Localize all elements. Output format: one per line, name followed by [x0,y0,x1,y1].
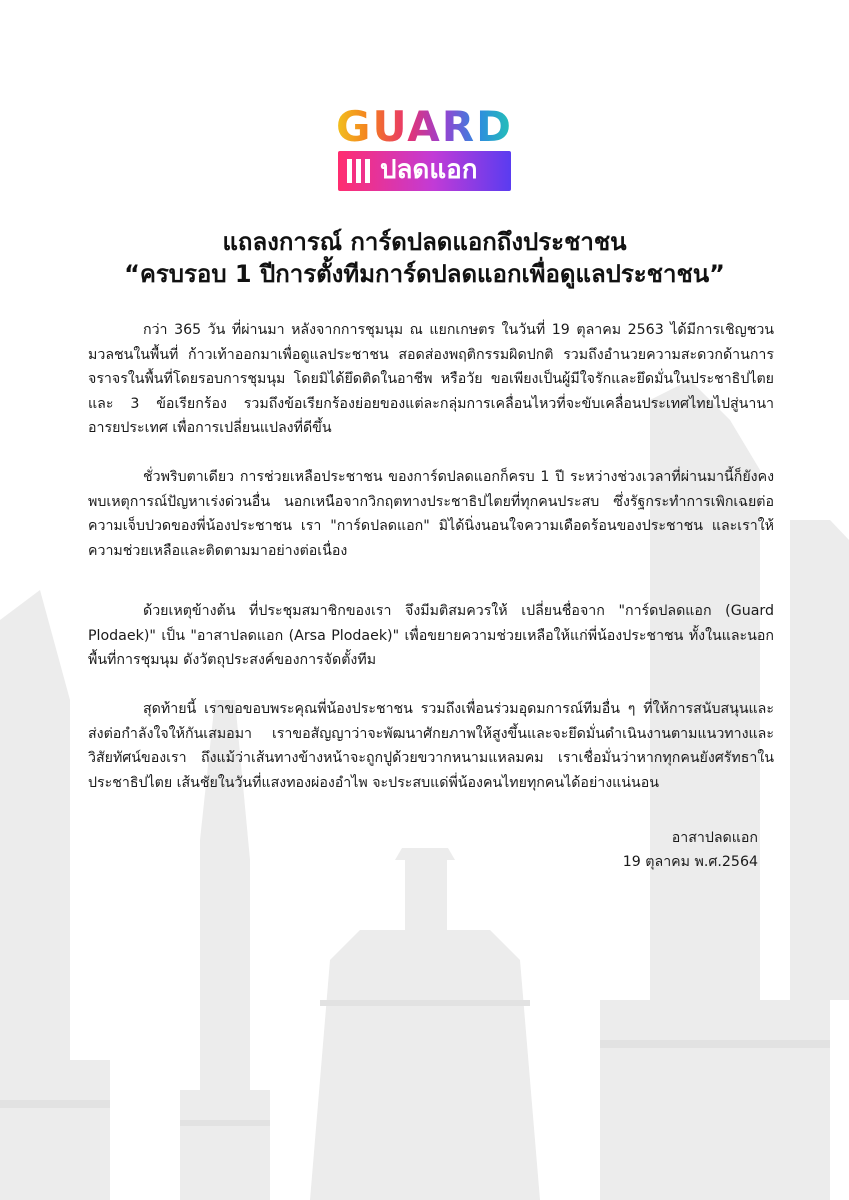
logo-bars-icon [347,159,374,183]
paragraph-text: กว่า 365 วัน ที่ผ่านมา หลังจากการชุมนุม ณ แยกเกษตร ในวันที่ 19 ตุลาคม 2563 ได้มีการเชิญชวนมวลชนในพื้นที่ ก้าวเท้าออกมาเพื่อดูแลประชาชน สอดส่องพฤติกรรมผิดปกติ รวมถึงอำนวยความสะดวกด้านการจราจรในพื้นที่โดยรอบการชุมนุม โดยมิได้ยึดติดในอาชีพ หรือวัย ขอเพียงเป็นผู้มีใจรักและยึดมั่นในประชาธิปไตย และ 3 ข้อเรียกร้อง รวมถึงข้อเรียกร้องย่อยของแต่ละกลุ่มการเคลื่อนไหวที่จะขับเคลื่อนประเทศไทยไปสู่นานาอารยประเทศ เพื่อการเปลี่ยนแปลงที่ดีขึ้น [88,322,774,436]
title-line-2: “ครบรอบ 1 ปีการตั้งทีมการ์ดปลดแอกเพื่อดูแลประชาชน” [124,260,725,288]
page-title [0,226,849,290]
signature-block [623,826,758,874]
paragraph-text: ด้วยเหตุข้างต้น ที่ประชุมสมาชิกของเรา จึงมีมติสมควรให้ เปลี่ยนชื่อจาก "การ์ดปลดแอก (Guard Plodaek)" เป็น "อาสาปลดแอก (Arsa Plodaek)" เพื่อขยายความช่วยเหลือให้แก่พี่น้องประชาชน ทั้งในและนอกพื้นที่การชุมนุม ดังวัตถุประสงค์ของการจัดตั้งทีม [88,603,774,668]
title-line-1: แถลงการณ์ การ์ดปลดแอกถึงประชาชน [222,228,627,256]
logo-wordmark: GUARD [336,102,513,151]
paragraph-2 [88,465,774,563]
paragraph-3 [88,599,774,673]
logo-subtitle: ปลดแอก [380,155,478,185]
paragraph-1 [88,318,774,441]
paragraph-text: ชั่วพริบตาเดียว การช่วยเหลือประชาชน ของการ์ดปลดแอกก็ครบ 1 ปี ระหว่างช่วงเวลาที่ผ่านมานี้ก็ยังคงพบเหตุการณ์ปัญหาเร่งด่วนอื่น นอกเหนือจากวิกฤตทางประชาธิปไตยที่ทุกคนประสบ ซึ่งรัฐกระทำการเพิกเฉยต่อความเจ็บปวดของพี่น้องประชาชน เรา "การ์ดปลดแอก" มิได้นิ่งนอนใจความเดือดร้อนของประชาชน และเราให้ความช่วยเหลือและติดตามมาอย่างต่อเนื่อง [88,469,774,559]
paragraph-4 [88,697,774,795]
paragraph-text: สุดท้ายนี้ เราขอขอบพระคุณพี่น้องประชาชน รวมถึงเพื่อนร่วมอุดมการณ์ทีมอื่น ๆ ที่ให้การสนับสนุนและส่งต่อกำลังใจให้กันเสมอมา เราขอสัญญาว่าจะพัฒนาศักยภาพให้สูงขึ้นและจะยึดมั่นดำเนินงานตามแนวทางและวิสัยทัศน์ของเรา ถึงแม้ว่าเส้นทางข้างหน้าจะถูกปูด้วยขวากหนามแหลมคม เราเชื่อมั่นว่าหากทุกคนยังศรัทธาในประชาธิปไตย เส้นชัยในวันที่แสงทองผ่องอำไพ จะประสบแด่พี่น้องคนไทยทุกคนได้อย่างแน่นอน [88,701,774,791]
guard-logo [0,104,849,150]
logo-banner [338,151,511,191]
signature-date: 19 ตุลาคม พ.ศ.2564 [622,854,758,870]
signature-name: อาสาปลดแอก [671,830,758,846]
